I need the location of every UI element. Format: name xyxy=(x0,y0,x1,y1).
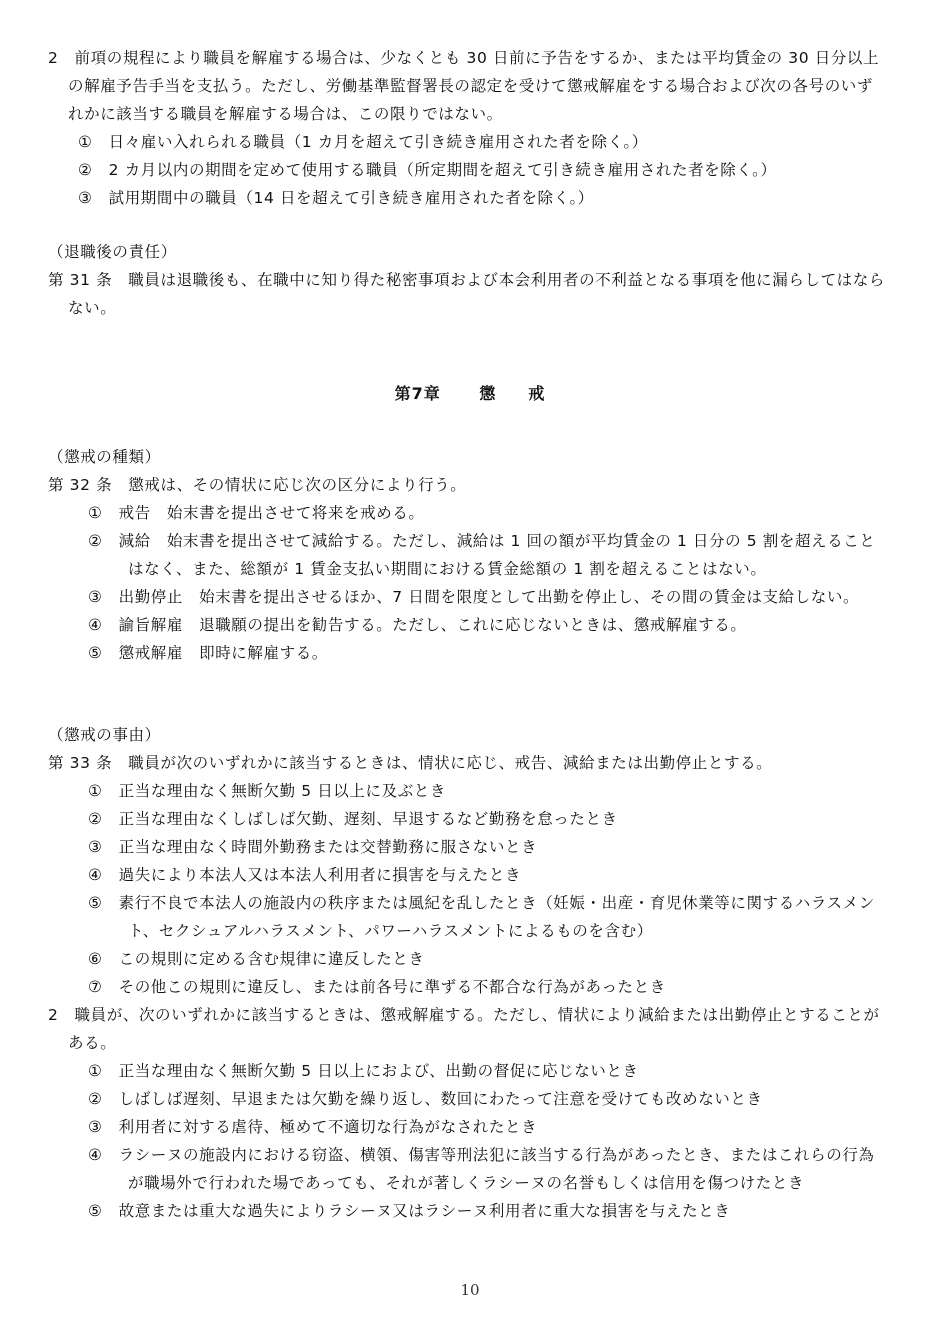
article-33-text: 第 33 条 職員が次のいずれかに該当するときは、情状に応じ、戒告、減給または出勤停止とする。 xyxy=(48,754,773,772)
article-30-paragraph-2: 2 前項の規程により職員を解雇する場合は、少なくとも 30 日前に予告をするか、または平均賃金の 30 日分以上の解雇予告手当を支払う。ただし、労働基準監督署長の認定を受けて懲戒解雇をする場合および次の各号のいずれかに該当する職員を解雇する場合は、この限りではない。 xyxy=(48,49,880,123)
article-31-block xyxy=(48,238,888,322)
article-31-heading: （退職後の責任） xyxy=(48,243,177,261)
article-33-paragraph-2-item-list xyxy=(48,1057,888,1225)
list-item: ③ 出勤停止 始末書を提出させるほか、7 日間を限度として出勤を停止し、その間の賃金は支給しない。 xyxy=(88,588,860,606)
article-32-text: 第 32 条 懲戒は、その情状に応じ次の区分により行う。 xyxy=(48,476,467,494)
article-32-block xyxy=(48,443,888,667)
article-33-paragraph-2: 2 職員が、次のいずれかに該当するときは、懲戒解雇する。ただし、情状により減給または出勤停止とすることがある。 xyxy=(48,1006,880,1052)
list-item: ⑦ その他この規則に違反し、または前各号に準ずる不都合な行為があったとき xyxy=(88,978,666,996)
article-33-heading: （懲戒の事由） xyxy=(48,726,161,744)
list-item: ③ 試用期間中の職員（14 日を超えて引き続き雇用された者を除く。） xyxy=(78,189,594,207)
list-item: ② 減給 始末書を提出させて減給する。ただし、減給は 1 回の額が平均賃金の 1 日分の 5 割を超えることはなく、また、総額が 1 賃金支払い期間における賃金総額の 1 割を超えることはない。 xyxy=(88,532,876,578)
list-item: ① 正当な理由なく無断欠勤 5 日以上におよび、出勤の督促に応じないとき xyxy=(88,1062,639,1080)
list-item: ② 正当な理由なくしばしば欠勤、遅刻、早退するなど勤務を怠ったとき xyxy=(88,810,618,828)
list-item: ⑤ 故意または重大な過失によりラシーヌ又はラシーヌ利用者に重大な損害を与えたとき xyxy=(88,1202,731,1220)
list-item: ② しばしば遅刻、早退または欠勤を繰り返し、数回にわたって注意を受けても改めないとき xyxy=(88,1090,763,1108)
list-item: ① 日々雇い入れられる職員（1 カ月を超えて引き続き雇用された者を除く。） xyxy=(78,133,648,151)
list-item: ④ 諭旨解雇 退職願の提出を勧告する。ただし、これに応じないときは、懲戒解雇する。 xyxy=(88,616,747,634)
list-item: ③ 正当な理由なく時間外勤務または交替勤務に服さないとき xyxy=(88,838,538,856)
list-item: ① 戒告 始末書を提出させて将来を戒める。 xyxy=(88,504,425,522)
list-item: ⑤ 素行不良で本法人の施設内の秩序または風紀を乱したとき（妊娠・出産・育児休業等に関するハラスメント、セクシュアルハラスメント、パワーハラスメントによるものを含む） xyxy=(88,894,875,940)
list-item: ① 正当な理由なく無断欠勤 5 日以上に及ぶとき xyxy=(88,782,447,800)
article-32-heading: （懲戒の種類） xyxy=(48,448,161,466)
list-item: ④ 過失により本法人又は本法人利用者に損害を与えたとき xyxy=(88,866,522,884)
list-item: ⑥ この規則に定める含む規律に違反したとき xyxy=(88,950,425,968)
article-32-item-list xyxy=(48,499,888,667)
article-30-paragraph-2-block xyxy=(48,44,888,212)
page-number: 10 xyxy=(460,1281,480,1299)
article-31-text: 第 31 条 職員は退職後も、在職中に知り得た秘密事項および本会利用者の不利益となる事項を他に漏らしてはならない。 xyxy=(48,271,885,317)
article-30-item-list xyxy=(48,128,888,212)
list-item: ③ 利用者に対する虐待、極めて不適切な行為がなされたとき xyxy=(88,1118,538,1136)
chapter-title-char-2: 戒 xyxy=(528,384,546,403)
list-item: ② 2 カ月以内の期間を定めて使用する職員（所定期間を超えて引き続き雇用された者を除く。） xyxy=(78,161,777,179)
chapter-number: 第7章 xyxy=(394,384,441,403)
list-item: ④ ラシーヌの施設内における窃盗、横領、傷害等刑法犯に該当する行為があったとき、またはこれらの行為が職場外で行われた場であっても、それが著しくラシーヌの名誉もしくは信用を傷つけたとき xyxy=(88,1146,875,1192)
chapter-title-char-1: 懲 xyxy=(479,384,497,403)
article-33-block xyxy=(48,721,888,1225)
article-33-item-list xyxy=(48,777,888,1001)
chapter-heading xyxy=(0,380,940,408)
list-item: ⑤ 懲戒解雇 即時に解雇する。 xyxy=(88,644,328,662)
